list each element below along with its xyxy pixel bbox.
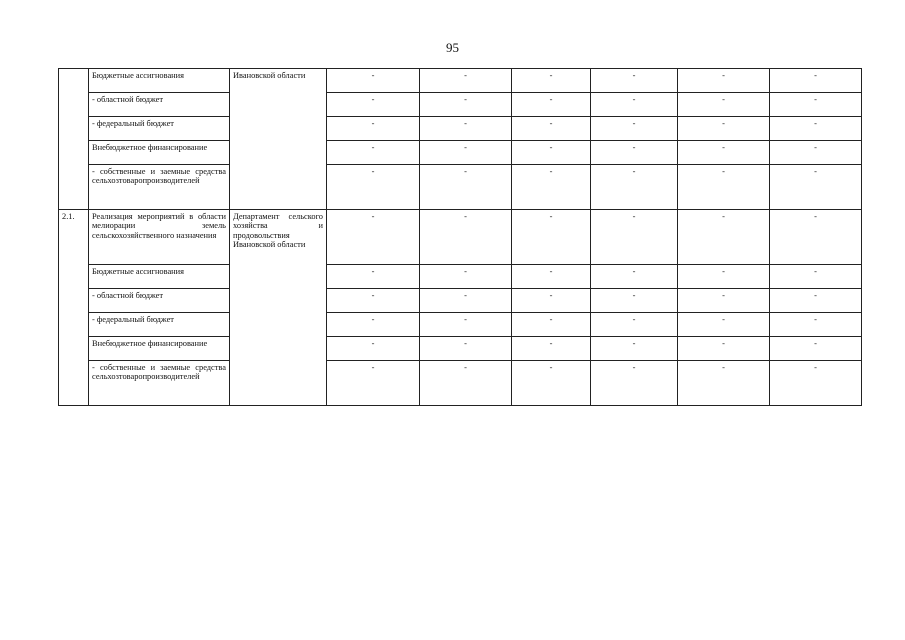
value-cell: - — [512, 165, 591, 210]
table-row — [59, 265, 862, 289]
table-row — [59, 289, 862, 313]
value-cell: - — [678, 210, 770, 265]
row-name: Внебюджетное финансирование — [89, 337, 230, 361]
table-row — [59, 93, 862, 117]
value-cell: - — [591, 69, 678, 93]
value-cell: - — [327, 337, 420, 361]
value-cell: - — [591, 313, 678, 337]
value-cell: - — [591, 210, 678, 265]
row-name: Бюджетные ассигнования — [89, 265, 230, 289]
value-cell: - — [591, 265, 678, 289]
value-cell: - — [512, 117, 591, 141]
value-cell: - — [678, 141, 770, 165]
value-cell: - — [770, 265, 862, 289]
value-cell: - — [327, 117, 420, 141]
table-row — [59, 210, 862, 265]
value-cell: - — [512, 361, 591, 406]
value-cell: - — [770, 210, 862, 265]
value-cell: - — [770, 69, 862, 93]
table-row — [59, 141, 862, 165]
value-cell: - — [327, 165, 420, 210]
value-cell: - — [512, 265, 591, 289]
value-cell: - — [770, 165, 862, 210]
value-cell: - — [678, 265, 770, 289]
value-cell: - — [327, 210, 420, 265]
value-cell: - — [420, 210, 512, 265]
value-cell: - — [591, 117, 678, 141]
row-name: Реализация мероприятий в области мелиорации земель сельскохозяйственного назначения — [89, 210, 230, 265]
row-name: - собственные и заемные средства сельхозтоваропроизводителей — [89, 165, 230, 210]
row-name: - федеральный бюджет — [89, 313, 230, 337]
value-cell: - — [591, 361, 678, 406]
row-name: - областной бюджет — [89, 289, 230, 313]
row-number — [59, 69, 89, 210]
budget-table — [58, 68, 862, 406]
executor-cell: Ивановской области — [230, 69, 327, 210]
value-cell: - — [512, 141, 591, 165]
row-name: Внебюджетное финансирование — [89, 141, 230, 165]
value-cell: - — [678, 165, 770, 210]
row-name: - собственные и заемные средства сельхозтоваропроизводителей — [89, 361, 230, 406]
value-cell: - — [591, 93, 678, 117]
value-cell: - — [420, 265, 512, 289]
value-cell: - — [678, 69, 770, 93]
value-cell: - — [512, 313, 591, 337]
value-cell: - — [770, 313, 862, 337]
value-cell: - — [420, 337, 512, 361]
value-cell: - — [327, 361, 420, 406]
table-row — [59, 117, 862, 141]
value-cell: - — [770, 337, 862, 361]
value-cell: - — [327, 289, 420, 313]
value-cell: - — [420, 361, 512, 406]
value-cell: - — [591, 165, 678, 210]
value-cell: - — [591, 141, 678, 165]
value-cell: - — [770, 361, 862, 406]
value-cell: - — [327, 69, 420, 93]
value-cell: - — [770, 93, 862, 117]
value-cell: - — [327, 265, 420, 289]
value-cell: - — [512, 69, 591, 93]
value-cell: - — [678, 289, 770, 313]
row-name: - областной бюджет — [89, 93, 230, 117]
value-cell: - — [678, 337, 770, 361]
value-cell: - — [770, 141, 862, 165]
table-row — [59, 165, 862, 210]
value-cell: - — [591, 337, 678, 361]
value-cell: - — [420, 141, 512, 165]
value-cell: - — [678, 93, 770, 117]
value-cell: - — [512, 289, 591, 313]
row-number: 2.1. — [59, 210, 89, 406]
value-cell: - — [512, 337, 591, 361]
value-cell: - — [770, 289, 862, 313]
value-cell: - — [420, 313, 512, 337]
row-name: - федеральный бюджет — [89, 117, 230, 141]
value-cell: - — [420, 69, 512, 93]
row-name: Бюджетные ассигнования — [89, 69, 230, 93]
value-cell: - — [770, 117, 862, 141]
value-cell: - — [327, 141, 420, 165]
table-row — [59, 337, 862, 361]
table-row — [59, 361, 862, 406]
value-cell: - — [420, 117, 512, 141]
value-cell: - — [678, 117, 770, 141]
value-cell: - — [327, 93, 420, 117]
value-cell: - — [512, 210, 591, 265]
value-cell: - — [327, 313, 420, 337]
value-cell: - — [678, 313, 770, 337]
page-number: 95 — [446, 40, 459, 55]
table-row — [59, 69, 862, 93]
value-cell: - — [420, 165, 512, 210]
table-row — [59, 313, 862, 337]
value-cell: - — [591, 289, 678, 313]
value-cell: - — [512, 93, 591, 117]
value-cell: - — [420, 289, 512, 313]
value-cell: - — [678, 361, 770, 406]
value-cell: - — [420, 93, 512, 117]
executor-cell: Департамент сельского хозяйства и продовольствия Ивановской области — [230, 210, 327, 406]
